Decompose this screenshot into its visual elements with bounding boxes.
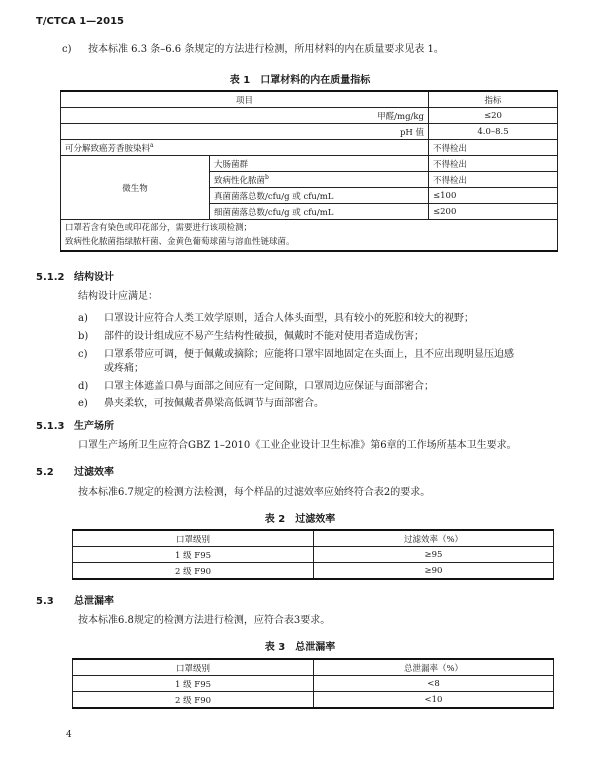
table2-cell: 2 级 F90 [73, 563, 314, 580]
table1-cell-value: 不得检出 [429, 140, 558, 156]
table-row [73, 676, 554, 692]
table1-cell-item: 可分解致癌芳香胺染料$^a$ [61, 140, 429, 156]
section-title: 结构设计 [74, 272, 114, 283]
section-heading-5-1-3 [36, 417, 114, 432]
table1-cell-item: 真菌菌落总数/cfu/g 或 cfu/mL [210, 188, 429, 204]
table-row [61, 108, 558, 124]
list-item: b) 部件的设计组成应不易产生结构性破损，佩戴时不能对使用者造成伤害； [78, 331, 424, 342]
intro-label: c) [62, 44, 72, 55]
structure-lead: 结构设计应满足： [78, 291, 158, 302]
table1-note: 口罩若含有染色或印花部分，需要进行该项检测； [65, 223, 253, 233]
table-row [61, 156, 558, 172]
section-title: 总泄漏率 [74, 596, 114, 607]
table3-head-leakage: 总泄漏率（%） [314, 659, 554, 676]
list-item: d) 口罩主体遮盖口鼻与面部之间应有一定间隙，口罩周边应保证与面部密合； [78, 381, 434, 392]
table-row [61, 124, 558, 140]
table1-cell-value: 不得检出 [429, 172, 558, 188]
section-heading-5-2 [36, 463, 114, 478]
section-number: 5.3 [36, 596, 54, 607]
table1-cell-item: 致病性化脓菌$^b$ [210, 172, 429, 188]
table3-caption: 表 3 总泄漏率 [264, 642, 336, 653]
table1-cell-value: ≤100 [429, 188, 558, 204]
intro-paragraph [62, 43, 444, 57]
table1-group-micro: 微生物 [61, 156, 210, 220]
list-item-continuation: 或疼痛； [104, 363, 144, 374]
table2-cell: ≥95 [314, 547, 554, 563]
section-number: 5.1.3 [36, 421, 65, 432]
table3 [72, 658, 554, 709]
page-number: 4 [66, 730, 72, 740]
leakage-text: 按本标准6.8规定的检测方法进行检测，应符合表3要求。 [78, 615, 331, 626]
table1-cell-value: ≤20 [429, 108, 558, 124]
table-row [73, 563, 554, 580]
production-site-text: 口罩生产场所卫生应符合GBZ 1–2010《工业企业设计卫生标准》第6章的工作场所基本卫生要求。 [78, 440, 517, 451]
table1-cell-item: 细菌菌落总数/cfu/g 或 cfu/mL [210, 204, 429, 220]
table1-cell-item: pH 值 [61, 124, 429, 140]
footnote-mark: a [150, 141, 154, 149]
list-item: e) 鼻夹柔软，可按佩戴者鼻梁高低调节与面部密合。 [78, 398, 324, 409]
table1-cell-value: 不得检出 [429, 156, 558, 172]
table2 [72, 529, 554, 580]
table-row [61, 140, 558, 156]
filtration-text: 按本标准6.7规定的检测方法检测，每个样品的过滤效率应始终符合表2的要求。 [78, 487, 431, 498]
table-row [73, 547, 554, 563]
table2-head-level: 口罩级别 [73, 530, 314, 547]
table1-head-value: 指标 [429, 91, 558, 108]
list-item: c) 口罩系带应可调，便于佩戴或摘除；应能将口罩牢固地固定在头面上，且不应出现明显压迫感 [78, 349, 514, 360]
table3-head-level: 口罩级别 [73, 659, 314, 676]
table2-cell: ≥90 [314, 563, 554, 580]
section-title: 过滤效率 [74, 467, 114, 478]
section-heading-5-3 [36, 592, 114, 607]
table3-cell: <8 [314, 676, 554, 692]
table2-cell: 1 级 F95 [73, 547, 314, 563]
section-heading-5-1-2 [36, 268, 114, 283]
table1-cell-value: ≤200 [429, 204, 558, 220]
table1-notes-row [61, 220, 558, 252]
section-title: 生产场所 [74, 421, 114, 432]
table1-head-item: 项目 [61, 91, 429, 108]
table1-notes [61, 220, 558, 252]
table3-cell: 2 级 F90 [73, 692, 314, 709]
table2-head-efficiency: 过滤效率（%） [314, 530, 554, 547]
intro-text: 按本标准 6.3 条–6.6 条规定的方法进行检测，所用材料的内在质量要求见表 1。 [88, 44, 444, 55]
table3-cell: <10 [314, 692, 554, 709]
table1-cell-item: 甲醛/mg/kg [61, 108, 429, 124]
section-number: 5.2 [36, 467, 54, 478]
table3-cell: 1 级 F95 [73, 676, 314, 692]
table1-cell-value: 4.0–8.5 [429, 124, 558, 140]
section-number: 5.1.2 [36, 272, 65, 283]
table1-cell-item: 大肠菌群 [210, 156, 429, 172]
document-header-id: T/CTCA 1—2015 [36, 16, 124, 27]
table2-caption: 表 2 过滤效率 [264, 514, 336, 525]
table1 [60, 90, 558, 252]
list-item: a) 口罩设计应符合人类工效学原则，适合人体头面型，具有较小的死腔和较大的视野； [78, 313, 474, 324]
footnote-mark: b [265, 173, 269, 181]
table-row [73, 692, 554, 709]
table1-caption: 表 1 口罩材料的内在质量指标 [229, 75, 371, 86]
table1-note: 致病性化脓菌指绿脓杆菌、金黄色葡萄球菌与溶血性链球菌。 [65, 237, 295, 247]
